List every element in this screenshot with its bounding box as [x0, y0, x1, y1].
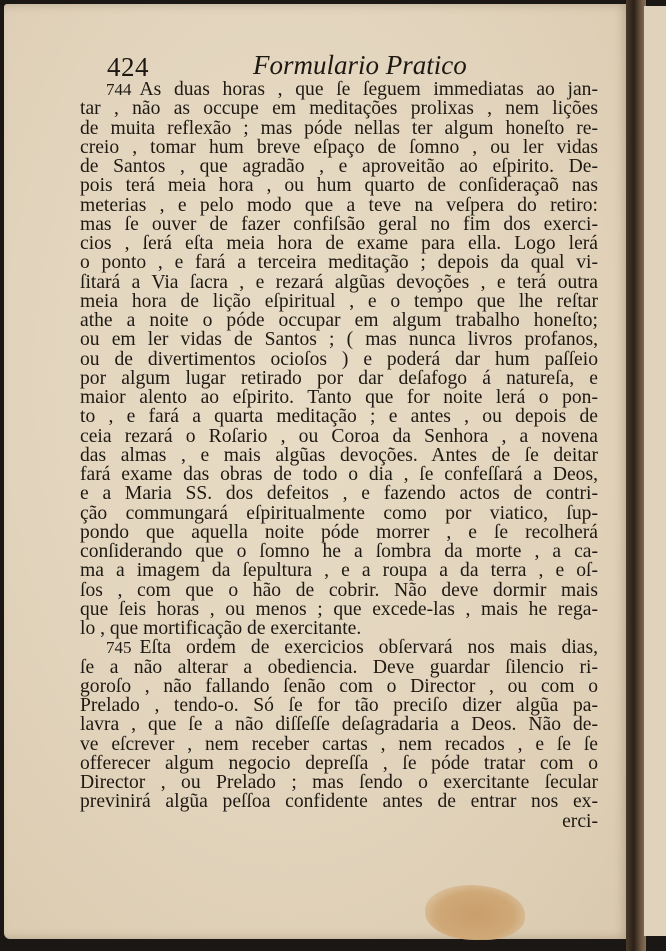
text-line	[80, 484, 598, 503]
line-text: maior alento ao eſpirito. Tanto que for noite lerá o pon-	[80, 387, 598, 408]
text-line	[80, 176, 598, 195]
line-text: ção commungará eſpiritualmente como por viatico, ſup-	[80, 502, 598, 524]
text-line	[80, 273, 598, 292]
line-text: ſitará a Via ſacra , e rezará algũas devoções , e terá outra	[80, 271, 598, 293]
text-line	[80, 619, 598, 638]
facing-page-edge	[644, 6, 666, 936]
paragraph-number: 744	[106, 80, 132, 99]
line-text: Eſta ordem de exercicios obſervará nos mais dias,	[139, 637, 598, 659]
line-text: ve eſcrever , nem receber cartas , nem recados , e ſe ſe	[80, 733, 598, 755]
text-line	[80, 80, 598, 99]
line-text: por algum lugar retirado por dar deſafogo á natureſa, e	[80, 367, 598, 389]
line-text: o ponto , e fará a terceira meditação ; depois da qual vi-	[80, 252, 598, 274]
text-line	[80, 754, 598, 773]
text-line	[80, 600, 598, 619]
line-text: ou de divertimentos ocioſos ) e poderá dar hum paſſeio	[80, 348, 598, 370]
line-text: ma a imagem da ſepultura , e a roupa a da terra , e oſ-	[80, 560, 598, 582]
text-line	[80, 292, 598, 311]
line-text: previnirá algũa peſſoa confidente antes de entrar nos ex-	[80, 791, 598, 813]
text-line	[80, 658, 598, 677]
line-text: athe a noite o póde occupar em algum trabalho honeſto;	[80, 310, 598, 331]
catchword: erci-	[562, 810, 598, 832]
line-text: conſiderando que o ſomno he a ſombra da morte , a ca-	[80, 541, 598, 562]
text-line	[80, 504, 598, 523]
text-line	[80, 427, 598, 446]
text-line	[80, 581, 598, 600]
text-line	[80, 542, 598, 561]
running-title: Formulario Pratico	[253, 50, 467, 80]
line-text: lo , que mortificação de exercitante.	[80, 618, 362, 639]
line-text: pondo que aquella noite póde morrer , e ſe recolherá	[80, 521, 598, 543]
line-text: pois terá meia hora , ou hum quarto de conſideraçaõ nas	[80, 175, 598, 197]
paragraph-number: 745	[106, 638, 132, 658]
line-text: das almas , e mais algũas devoções. Antes de ſe deitar	[80, 444, 598, 466]
line-text: fará exame das obras de todo o dia , ſe confeſſará a Deos,	[80, 464, 598, 485]
text-line	[80, 253, 598, 272]
page-number: 424	[107, 52, 149, 82]
line-text: Director , ou Prelado ; mas ſendo o exercitante ſecular	[80, 772, 598, 793]
text-line	[80, 407, 598, 426]
text-line	[80, 119, 598, 138]
text-line	[80, 696, 598, 715]
text-line	[80, 350, 598, 369]
text-line	[80, 773, 598, 792]
line-text: ſe a não alterar a obediencia. Deve guardar ſilencio ri-	[80, 656, 598, 678]
line-text: Prelado , tendo-o. Só ſe for tão preciſo dizer algũa pa-	[80, 695, 598, 716]
line-text: e a Maria SS. dos defeitos , e fazendo actos de contri-	[80, 483, 598, 505]
line-text: de Santos , que agradão , e aproveitão ao eſpirito. De-	[80, 156, 598, 177]
line-text: As duas horas , que ſe ſeguem immediatas ao jan-	[139, 79, 598, 100]
text-line	[80, 369, 598, 388]
line-text: que ſeis horas , ou menos ; que excede-las , mais he rega-	[80, 598, 598, 620]
line-text: cios , ſerá eſta meia hora de exame para ella. Logo lerá	[80, 233, 598, 254]
text-line	[80, 638, 598, 657]
line-text: lavra , que ſe a não diſſeſſe deſagradaria a Deos. Não de-	[80, 714, 598, 736]
text-line	[80, 196, 598, 215]
line-text: ou em ler vidas de Santos ; ( mas nunca livros profanos,	[80, 329, 598, 351]
body-text	[80, 80, 598, 831]
text-line	[80, 99, 598, 118]
text-line	[80, 215, 598, 234]
line-text: offerecer algum negocio depreſſa , ſe póde tratar com o	[80, 752, 598, 774]
text-line	[80, 677, 598, 696]
text-line	[80, 792, 598, 811]
text-line	[80, 446, 598, 465]
line-text: ceia rezará o Roſario , ou Coroa da Senhora , a novena	[80, 425, 598, 447]
text-line	[80, 715, 598, 734]
line-text: mas ſe ouver de fazer confiſsão geral no fim dos exerci-	[80, 213, 598, 235]
line-text: meia hora de lição eſpiritual , e o tempo que lhe reſtar	[80, 290, 598, 312]
line-text: creio , tomar hum breve eſpaço de ſomno , ou ler vidas	[80, 136, 598, 158]
text-line	[80, 735, 598, 754]
line-text: ſos , com que o hão de cobrir. Não deve dormir mais	[80, 579, 598, 601]
text-line	[80, 234, 598, 253]
line-text: meterias , e pelo modo que a teve na veſpera do retiro:	[80, 194, 598, 216]
text-line	[80, 311, 598, 330]
text-line	[80, 138, 598, 157]
text-line	[80, 330, 598, 349]
text-line	[80, 561, 598, 580]
text-line	[80, 465, 598, 484]
paragraph-745	[80, 638, 598, 811]
line-text: tar , não as occupe em meditações prolixas , nem lições	[80, 98, 598, 120]
line-text: de muita reflexão ; mas póde nellas ter algum honeſto re-	[80, 117, 598, 139]
line-text: goroſo , não fallando ſenão com o Director , ou com o	[80, 675, 598, 697]
text-line	[80, 157, 598, 176]
line-text: to , e fará a quarta meditação ; e antes , ou depois de	[80, 406, 598, 428]
text-line	[80, 388, 598, 407]
book-gutter	[626, 0, 646, 951]
text-line	[80, 523, 598, 542]
paragraph-744	[80, 80, 598, 638]
